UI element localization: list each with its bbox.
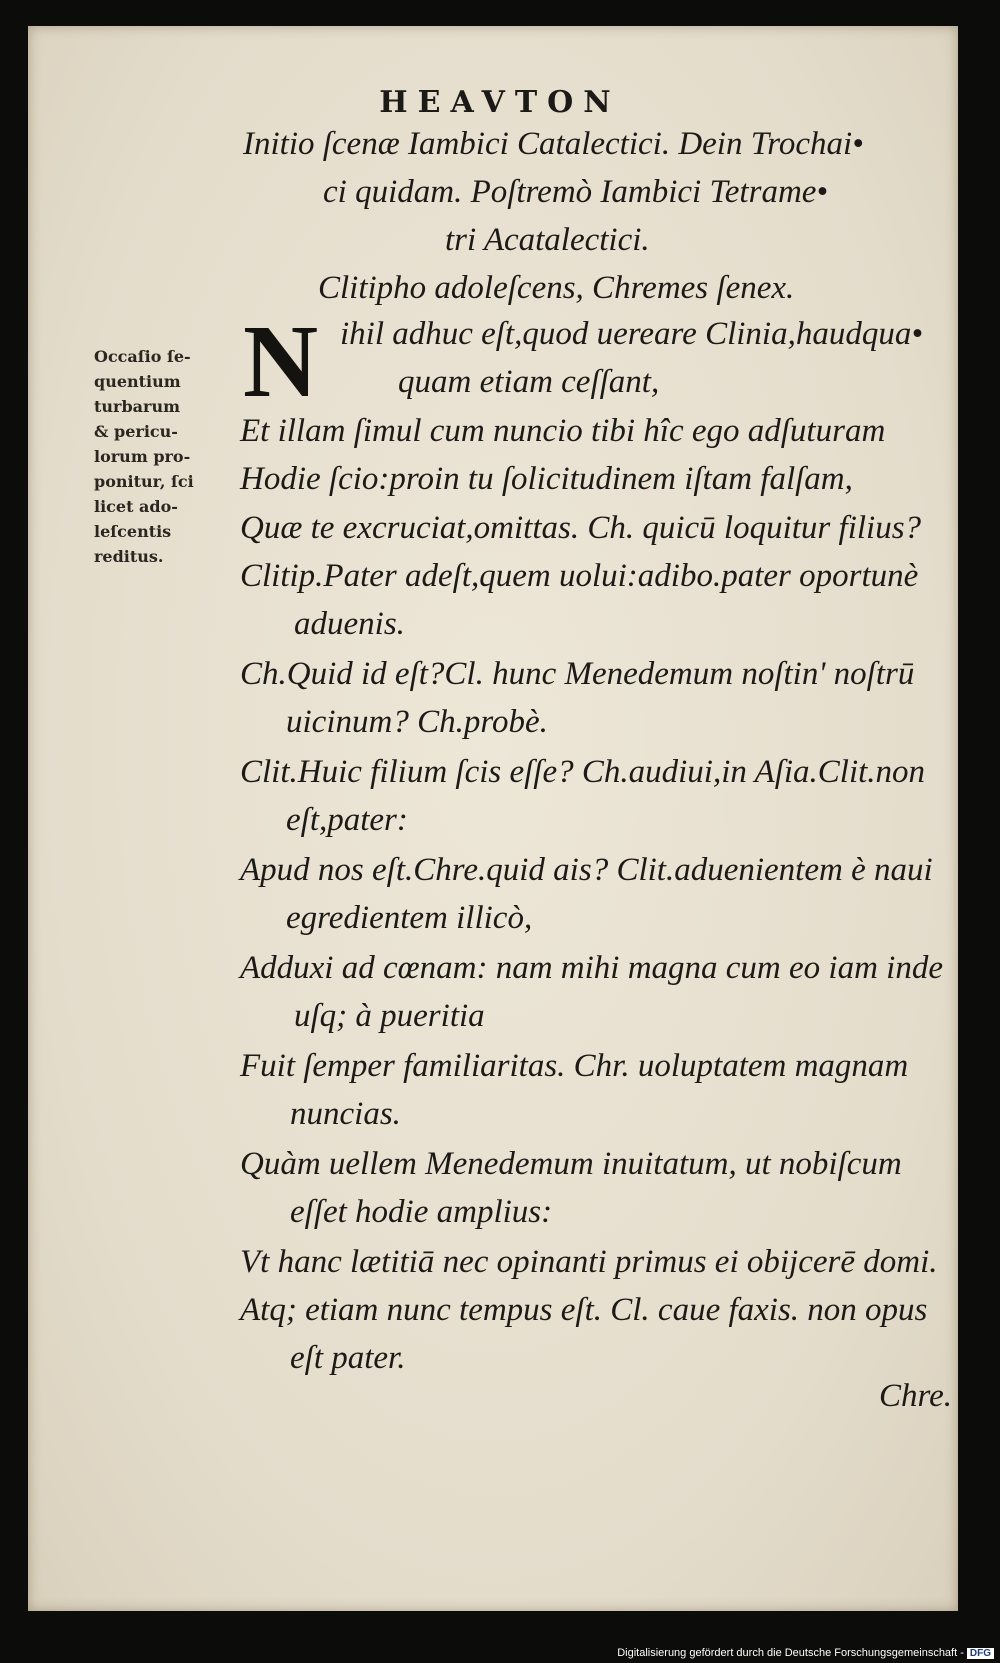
- drop-cap: N: [243, 304, 319, 419]
- intro-line: ci quidam. Poſtremò Iambici Tetrame•: [323, 174, 828, 210]
- verse-line: Fuit ſemper familiaritas. Chr. uoluptatem magnam: [240, 1048, 909, 1084]
- margin-note-line: Occaſio ſe-: [94, 347, 191, 366]
- book-page: [28, 26, 958, 1611]
- verse-line: Ch.Quid id eſt?Cl. hunc Menedemum noſtin' noſtrū: [240, 656, 915, 692]
- verse-line: Et illam ſimul cum nuncio tibi hîc ego adſuturam: [240, 413, 886, 449]
- verse-line: Adduxi ad cœnam: nam mihi magna cum eo iam inde: [240, 950, 943, 986]
- verse-line: Clitip.Pater adeſt,quem uolui:adibo.pater oportunè: [240, 558, 919, 594]
- margin-note-line: leſcentis: [94, 522, 172, 541]
- verse-line: nuncias.: [290, 1096, 401, 1132]
- catchword: Chre.: [878, 1378, 952, 1414]
- verse-line: eſſet hodie amplius:: [290, 1194, 553, 1230]
- dfg-logo: DFG: [967, 1648, 994, 1659]
- margin-note-line: reditus.: [94, 547, 164, 566]
- verse-line: uicinum? Ch.probè.: [286, 704, 548, 740]
- verse-line: Hodie ſcio:proin tu ſolicitudinem iſtam falſam,: [240, 461, 853, 497]
- verse-line: eſt pater.: [290, 1340, 406, 1376]
- margin-note-line: & pericu-: [94, 422, 178, 441]
- margin-note-line: ponitur, ſci: [94, 472, 194, 491]
- verse-line: Quàm uellem Menedemum inuitatum, ut nobiſcum: [240, 1146, 902, 1182]
- verse-line: quam etiam ceſſant,: [398, 364, 660, 400]
- margin-note-line: licet ado-: [94, 497, 178, 516]
- verse-line: egredientem illicò,: [286, 900, 533, 936]
- digitization-credit: [617, 1647, 994, 1659]
- intro-line: Initio ſcenæ Iambici Catalectici. Dein Trochai•: [243, 126, 864, 162]
- margin-note-line: quentium: [94, 372, 181, 391]
- verse-line: Apud nos eſt.Chre.quid ais? Clit.aduenientem è naui: [240, 852, 933, 888]
- margin-note-line: turbarum: [94, 397, 180, 416]
- margin-note-line: lorum pro-: [94, 447, 191, 466]
- verse-line: eſt,pater:: [286, 802, 408, 838]
- intro-line: tri Acatalectici.: [445, 222, 650, 258]
- dramatis-personae: Clitipho adoleſcens, Chremes ſenex.: [318, 270, 795, 306]
- verse-line: uſq; à pueritia: [294, 998, 485, 1034]
- verse-line: Clit.Huic filium ſcis eſſe? Ch.audiui,in Aſia.Clit.non: [240, 754, 926, 790]
- verse-line: ihil adhuc eſt,quod uereare Clinia,haudqua•: [340, 316, 923, 352]
- verse-line: Vt hanc lætitiā nec opinanti primus ei obijcerē domi.: [240, 1244, 938, 1280]
- verse-line: Quæ te excruciat,omittas. Ch. quicū loquitur filius?: [240, 510, 922, 546]
- running-head: HEAVTON: [379, 85, 621, 120]
- verse-line: Atq; etiam nunc tempus eſt. Cl. caue faxis. non opus: [240, 1292, 928, 1328]
- credit-text: Digitalisierung gefördert durch die Deutsche Forschungsgemeinschaft -: [617, 1647, 964, 1659]
- verse-line: aduenis.: [294, 606, 405, 642]
